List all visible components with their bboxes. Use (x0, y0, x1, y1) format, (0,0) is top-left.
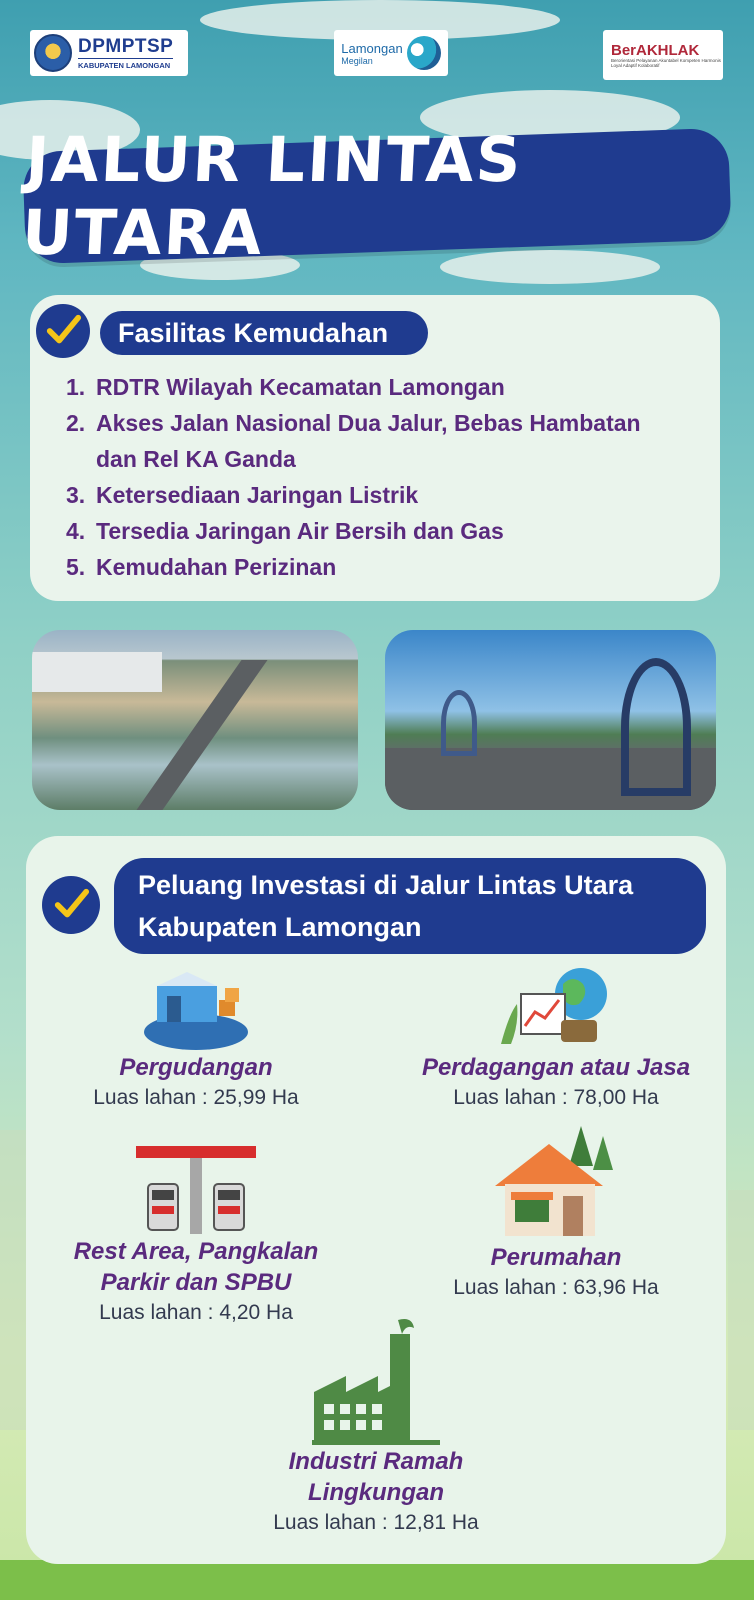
list-item: 5. Kemudahan Perizinan (66, 554, 337, 580)
dpmptsp-title: DPMPTSP (78, 36, 174, 57)
fasilitas-card (30, 295, 720, 601)
perdagangan-item (396, 964, 716, 1112)
list-item: 3. Ketersediaan Jaringan Listrik (66, 482, 419, 508)
item-name: Perumahan (490, 1244, 622, 1271)
dpmptsp-logo[interactable] (30, 30, 188, 76)
megilan-wordmark: Megilan (341, 55, 373, 66)
peluang-card (26, 836, 726, 1564)
item-area: Luas lahan : 25,99 Ha (93, 1086, 299, 1109)
lamongan-wordmark: Lamongan (341, 40, 403, 56)
gas-station-icon (134, 1144, 258, 1236)
item-name: Perdagangan atau Jasa (421, 1054, 691, 1081)
lamongan-megilan-logo[interactable] (334, 30, 448, 76)
check-icon (36, 304, 90, 358)
city-decoration (0, 1130, 26, 1430)
pergudangan-item (46, 966, 346, 1112)
item-area: Luas lahan : 4,20 Ha (99, 1301, 293, 1324)
grass-strip (0, 1560, 754, 1600)
item-name-line2: Lingkungan (308, 1479, 444, 1506)
item-area: Luas lahan : 63,96 Ha (453, 1276, 659, 1299)
list-item: 4. Tersedia Jaringan Air Bersih dan Gas (66, 518, 504, 544)
fasilitas-heading: Fasilitas Kemudahan (100, 311, 428, 355)
item-name-line2: Parkir dan SPBU (100, 1269, 292, 1296)
item-name-line1: Industri Ramah (288, 1448, 464, 1475)
check-icon (42, 876, 100, 934)
monument-shape (441, 690, 477, 756)
regency-seal-icon (34, 34, 72, 72)
item-area: Luas lahan : 12,81 Ha (273, 1511, 479, 1534)
wave-icon (407, 36, 441, 70)
berakhlak-title: BerAKHLAK (611, 41, 700, 59)
item-area: Luas lahan : 78,00 Ha (453, 1086, 659, 1109)
monument-shape (621, 658, 691, 796)
berakhlak-logo[interactable] (603, 30, 723, 80)
aerial-road-photo (32, 630, 358, 810)
title-banner (20, 123, 731, 269)
city-decoration (728, 1190, 754, 1430)
peluang-heading-line1: Peluang Investasi di Jalur Lintas Utara (138, 870, 634, 900)
list-item: dan Rel KA Ganda (96, 446, 296, 472)
perumahan-item (406, 1126, 706, 1302)
warehouse-icon (141, 966, 251, 1052)
dpmptsp-subtitle: KABUPATEN LAMONGAN (78, 58, 173, 70)
building-shape (32, 652, 162, 692)
item-name-line1: Rest Area, Pangkalan (73, 1238, 319, 1265)
factory-icon (310, 1316, 442, 1446)
page-title: JALUR LINTAS UTARA (20, 123, 525, 269)
trade-icon (491, 964, 621, 1052)
item-name: Pergudangan (119, 1054, 273, 1081)
monument-photo (385, 630, 716, 810)
industri-item (226, 1316, 526, 1537)
fasilitas-list (66, 369, 706, 585)
rest-area-item (36, 1144, 356, 1327)
list-item: 2. Akses Jalan Nasional Dua Jalur, Bebas Hambatan (66, 410, 641, 436)
peluang-heading (114, 858, 706, 954)
peluang-heading-line2: Kabupaten Lamongan (138, 912, 422, 942)
house-icon (491, 1126, 621, 1242)
list-item: 1. RDTR Wilayah Kecamatan Lamongan (66, 374, 505, 400)
berakhlak-tagline: Berorientasi Pelayanan Akuntabel Kompeten Harmonis Loyal Adaptif Kolaboratif (611, 57, 721, 68)
